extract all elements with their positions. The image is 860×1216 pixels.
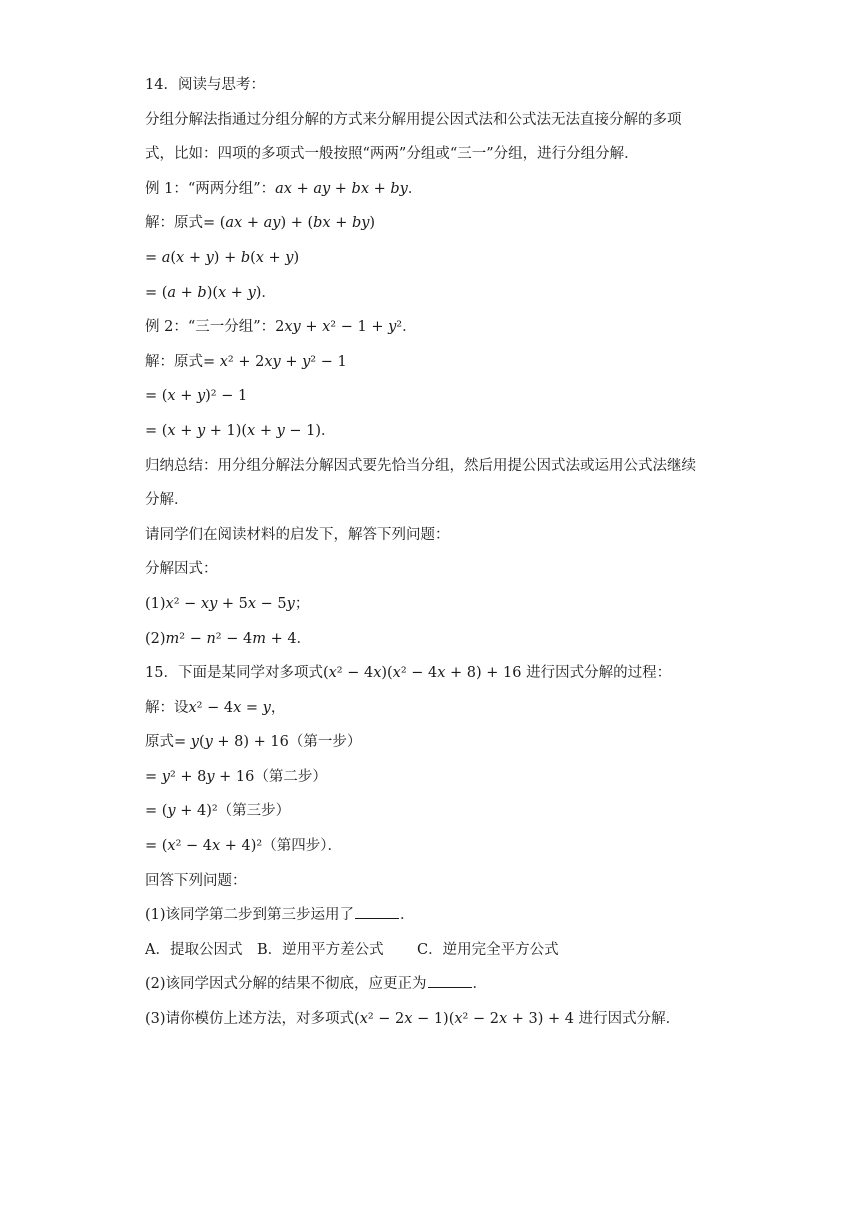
example2-step2: = (𝑥 + 𝑦)² − 1 (145, 388, 248, 405)
q15-part2-end: ． (472, 976, 488, 993)
example1-step1: 解：原式= (𝑎𝑥 + 𝑎𝑦) + (𝑏𝑥 + 𝑏𝑦) (145, 215, 376, 232)
answer-blank-1[interactable] (355, 904, 399, 919)
answer-blank-2[interactable] (428, 973, 472, 988)
choice-row (145, 933, 725, 968)
q15-part1-end: ． (400, 907, 415, 924)
q15-substitution: 解：设𝑥² − 4𝑥 = 𝑦， (145, 699, 286, 716)
q15-title: 15．下面是某同学对多项式(𝑥² − 4𝑥)(𝑥² − 4𝑥 + 8) + 16 进行因式分解的过程： (145, 665, 672, 682)
q15-part1 (145, 898, 725, 933)
q14-part2: (2)𝑚² − 𝑛² − 4𝑚 + 4． (145, 630, 312, 647)
document-page (145, 68, 725, 1037)
answer-heading: 回答下列问题： (145, 872, 247, 889)
q15-step4: = (𝑥² − 4𝑥 + 4)²（第四步）． (145, 838, 342, 855)
choice-a[interactable]: A．提取公因式 (145, 941, 243, 958)
q15-step2: = 𝑦² + 8𝑦 + 16（第二步） (145, 768, 327, 785)
q15-part2 (145, 967, 725, 1002)
example2-step3: = (𝑥 + 𝑦 + 1)(𝑥 + 𝑦 − 1)． (145, 422, 336, 439)
intro-line-2: 式，比如：四项的多项式一般按照“两两”分组或“三一”分组，进行分组分解． (145, 146, 639, 163)
choice-b[interactable]: B．逆用平方差公式 (257, 941, 384, 958)
example2-title: 例 2：“三一分组”：2𝑥𝑦 + 𝑥² − 1 + 𝑦²． (145, 319, 417, 336)
example1-title: 例 1：“两两分组”：𝑎𝑥 + 𝑎𝑦 + 𝑏𝑥 + 𝑏𝑦． (145, 180, 423, 197)
instruction: 请同学们在阅读材料的启发下，解答下列问题： (145, 526, 450, 543)
q14-part1: (1)𝑥² − 𝑥𝑦 + 5𝑥 − 5𝑦； (145, 595, 310, 612)
example2-step1: 解：原式= 𝑥² + 2𝑥𝑦 + 𝑦² − 1 (145, 353, 347, 370)
factor-heading: 分解因式： (145, 561, 218, 578)
q14-title: 14．阅读与思考： (145, 77, 265, 93)
summary-line-1: 归纳总结：用分组分解法分解因式要先恰当分组，然后用提公因式法或运用公式法继续 (145, 457, 696, 474)
intro-line-1: 分组分解法指通过分组分解的方式来分解用提公因式法和公式法无法直接分解的多项 (145, 111, 682, 128)
choice-c[interactable]: C．逆用完全平方公式 (417, 941, 559, 958)
example1-step3: = (𝑎 + 𝑏)(𝑥 + 𝑦)． (145, 284, 276, 301)
q15-part1-text: (1)该同学第二步到第三步运用了 (145, 907, 355, 924)
q15-step1: 原式= 𝑦(𝑦 + 8) + 16（第一步） (145, 734, 362, 751)
example1-step2: = 𝑎(𝑥 + 𝑦) + 𝑏(𝑥 + 𝑦) (145, 249, 300, 266)
summary-line-2: 分解． (145, 492, 189, 509)
q15-part2-text: (2)该同学因式分解的结果不彻底，应更正为 (145, 976, 427, 993)
q15-part3: (3)请你模仿上述方法，对多项式(𝑥² − 2𝑥 − 1)(𝑥² − 2𝑥 + 3) + 4 进行因式分解． (145, 1011, 681, 1028)
q15-step3: = (𝑦 + 4)²（第三步） (145, 803, 291, 820)
